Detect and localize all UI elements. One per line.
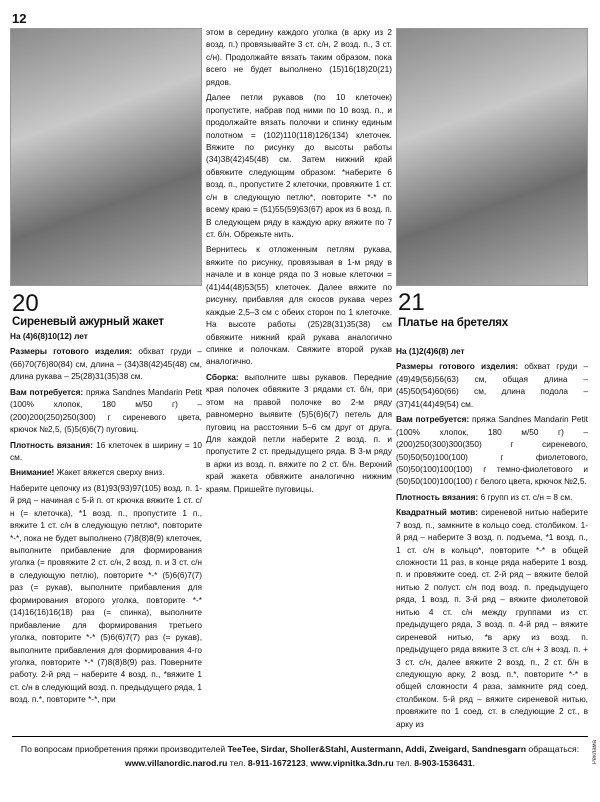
footer-mid: обращаться:: [526, 744, 580, 754]
assembly-text: выполните швы рукавов. Передние края полочек обвяжите 3 рядами ст. б/н, при этом на правой полочке во 2-м ряду равномерно выявите (5)5(6)6(7) петель для пуговиц на расстоянии 5–6 см друг от друга. Для каждой петли наберите 2 возд. п. и пропустите 2 ст. предыдущего ряда. В 3-м ряду в арки из возд. п. вяжите по 2 ст. б/н. Верхний край жакета обвяжите аналогично нижним краям. Пришейте пуговицы.: [206, 371, 392, 494]
footer-site-1[interactable]: www.villanordic.narod.ru: [125, 757, 228, 768]
density-label-21: Плотность вязания:: [396, 491, 479, 502]
footer-tel-prefix-2: тел.: [393, 757, 415, 768]
footer-tel-prefix-1: тел.: [227, 757, 248, 768]
need-label-20: Вам потребуется:: [10, 386, 84, 397]
dims-label-20: Размеры готового изделия:: [10, 346, 133, 357]
footer-brands: TeeTee, Sirdar, Sholler&Stahl, Austermann, Addi, Zweigard, Sandnesgarn: [227, 744, 527, 754]
item-title-21: Платье на бретелях: [398, 317, 509, 329]
mid-paragraph-1: этом в середину каждого уголка (в арку из 2 возд. п.) провязывайте 3 ст. с/н, 2 возд. п., 3 ст. с/н). Продолжайте вязать таким образом, пока всего не будет выполнено (15)16(18)20(21) рядов.: [206, 27, 392, 87]
sizes-21: На (1)2(4)6(8) лет: [396, 346, 465, 356]
footer-prefix: По вопросам приобретения пряжи производителей: [20, 744, 228, 754]
motif-text-21: сиреневой нитью наберите 7 возд. п., замкните в кольцо соед. столбиком. 1-й ряд – наберите 3 возд. п. подъема, *1 возд. п., 1 ст. с/н в кольцо*, повторите *-* в общей сложности 11 раз, в конце ряда наберите 1 возд. п. и провяжите соед. ст. 2-й ряд – вяжите белой нитью 2 полуст. с/н под возд. п. предыдущего ряда, 1 возд. п. 3-й ряд – вяжите фиолетовой нитью 4 ст. с/н между группами из ст. предыдущего ряда, 3 возд. п. 4-й ряд – вяжите сиреневой нитью, *в арку из возд. п. предыдущего ряда вяжите 3 ст. с/н + 3 возд. п. + 3 ст. с/н, далее вяжите 2 возд. п., 2 ст. б/н в следующую арку, 2 возд. п.*, повторите *-* в общей сложности 4 раза, замкните ряд соед. столбиком. 5-й ряд – вяжите сиреневой нитью, провяжите по 1 соед. ст. в следующие 2 ст., в арку из: [396, 507, 588, 729]
motif-label-21: Квадратный мотив:: [396, 507, 478, 518]
mid-paragraph-2: Далее петли рукавов (по 10 клеточек) пропустите, набрав под ними по 10 возд. п., и продолжайте вязать полочки и спинку единым полотном = (102)110(118)126(134) клеточек. Вяжите по рисунку до высоты работы (34)38(42)45(48) см. Затем нижний край обвяжите следующим образом: *наберите 6 возд. п., пропустите 2 клеточки, провяжите 1 ст. с/н в следующую петлю*, повторите *-* по всему краю = (51)55(59)63(67) арок из 6 возд. п. В следующем ряду в каждую арку вяжите по 7 ст. б/н. Обрежьте нить.: [206, 92, 392, 239]
footer-sep: ,: [305, 757, 311, 768]
need-label-21: Вам потребуется:: [396, 414, 470, 425]
ad-mark: Реклама: [592, 740, 598, 765]
column-right: [396, 345, 588, 733]
column-left: [10, 330, 202, 709]
body-text-20: Наберите цепочку из (81)93(93)97(105) возд. п. 1-й ряд – начиная с 5-й п. от крючка вяжите 1 ст. с/н (= клеточка), *1 возд. п., пропустите 1 п., вяжите 1 ст. с/н в следующую петлю*, повторите *-*, пока не будет выполнено (7)8(8)8(9) клеточек, выполните прибавление для формирования уголка (= провяжите 2 ст. с/н, 2 возд. п. и 3 ст. с/н в следующую петлю), повторите *-* (5)6(6)7(7) раз (= рукав), выполните прибавления для формирования второго уголка, повторите *-* (14)16(16)16(18) раз (= спинка), выполните прибавление для формирования третьего уголка, повторите *-* (5)6(6)7(7) раз (= рукав), выполните прибавления для формирования 4-го уголка, повторите *-* (7)8(8)8(9) раз. Поверните работу. 2-й ряд – наберите 4 возд. п., *вяжите 1 ст. с/н в следующий возд. п. предыдущего ряда, 1 возд. п.*, повторите *-*, при: [10, 482, 202, 705]
dims-text-21: обхват груди – (49)49(56)56(63) см, общая длина – (45)50(54)60(66) см, длина подола – (37)41(44)49(54) см.: [396, 361, 589, 409]
need-text-20: пряжа Sandnes Mandarin Petit (100% хлопок, 180 м/50 г) – (200)200(250)250(300) г сиреневого цвета, крючок №2,5, (5)5(6)6(7) пуговиц.: [10, 386, 202, 435]
dims-text-20: обхват груди – (66)70(76)80(84) см, длина – (34)38(42)45(48) см, длина рукава – 25(28)31(35)38 см.: [10, 346, 203, 382]
dims-label-21: Размеры готового изделия:: [396, 361, 519, 372]
footer-tel-1: 8-911-1672123: [247, 757, 306, 768]
photo-girl-cardigan: [10, 28, 202, 286]
photo-girl-dress: [396, 28, 588, 286]
footer-end: .: [472, 757, 475, 768]
item-number-20: 20: [12, 290, 39, 317]
density-text-21: 6 групп из ст. с/н = 8 см.: [478, 491, 573, 502]
assembly-label: Сборка:: [206, 371, 239, 382]
item-number-21: 21: [398, 289, 425, 316]
mid-paragraph-3: Вернитесь к отложенным петлям рукава, вяжите по рисунку, провязывая в 1-м ряду в начале и в конце ряда по 3 новые клеточки = (41)44(48)53(55) клеточек. Далее вяжите по рисунку, прибавляя для скосов рукава через каждые 2,5–3 см с обеих сторон по 1 клеточке. На высоте работы (25)28(31)35(38) см обвяжите нижний край рукава аналогично спинке и полочкам. Свяжите второй рукав аналогично.: [206, 244, 392, 367]
density-text-20: 16 клеточек в ширину = 10 см.: [10, 439, 203, 462]
sizes-20: На (4)6(8)10(12) лет: [10, 331, 88, 341]
column-middle: [206, 26, 392, 498]
footer-site-2[interactable]: www.vipnitka.3dn.ru: [310, 757, 394, 768]
attention-text-20: Жакет вяжется сверху вниз.: [54, 467, 165, 478]
need-text-21: пряжа Sandnes Mandarin Petit (100% хлопок, 180 м/50 г) – (200)250(300)300(350) г сиреневого, (50)50(50)100(100) г фиолетового, (50)50(100)100(100) г темно-фиолетового и (50)50(100)100(100) г белого цвета, крючок №2,5.: [396, 414, 588, 487]
item-title-20: Сиреневый ажурный жакет: [12, 316, 164, 328]
density-label-20: Плотность вязания:: [10, 439, 94, 450]
footer-ad: [12, 736, 588, 771]
page-number: 12: [12, 11, 27, 26]
attention-label-20: Внимание!: [10, 467, 55, 478]
footer-tel-2: 8-903-1536431: [414, 757, 473, 768]
